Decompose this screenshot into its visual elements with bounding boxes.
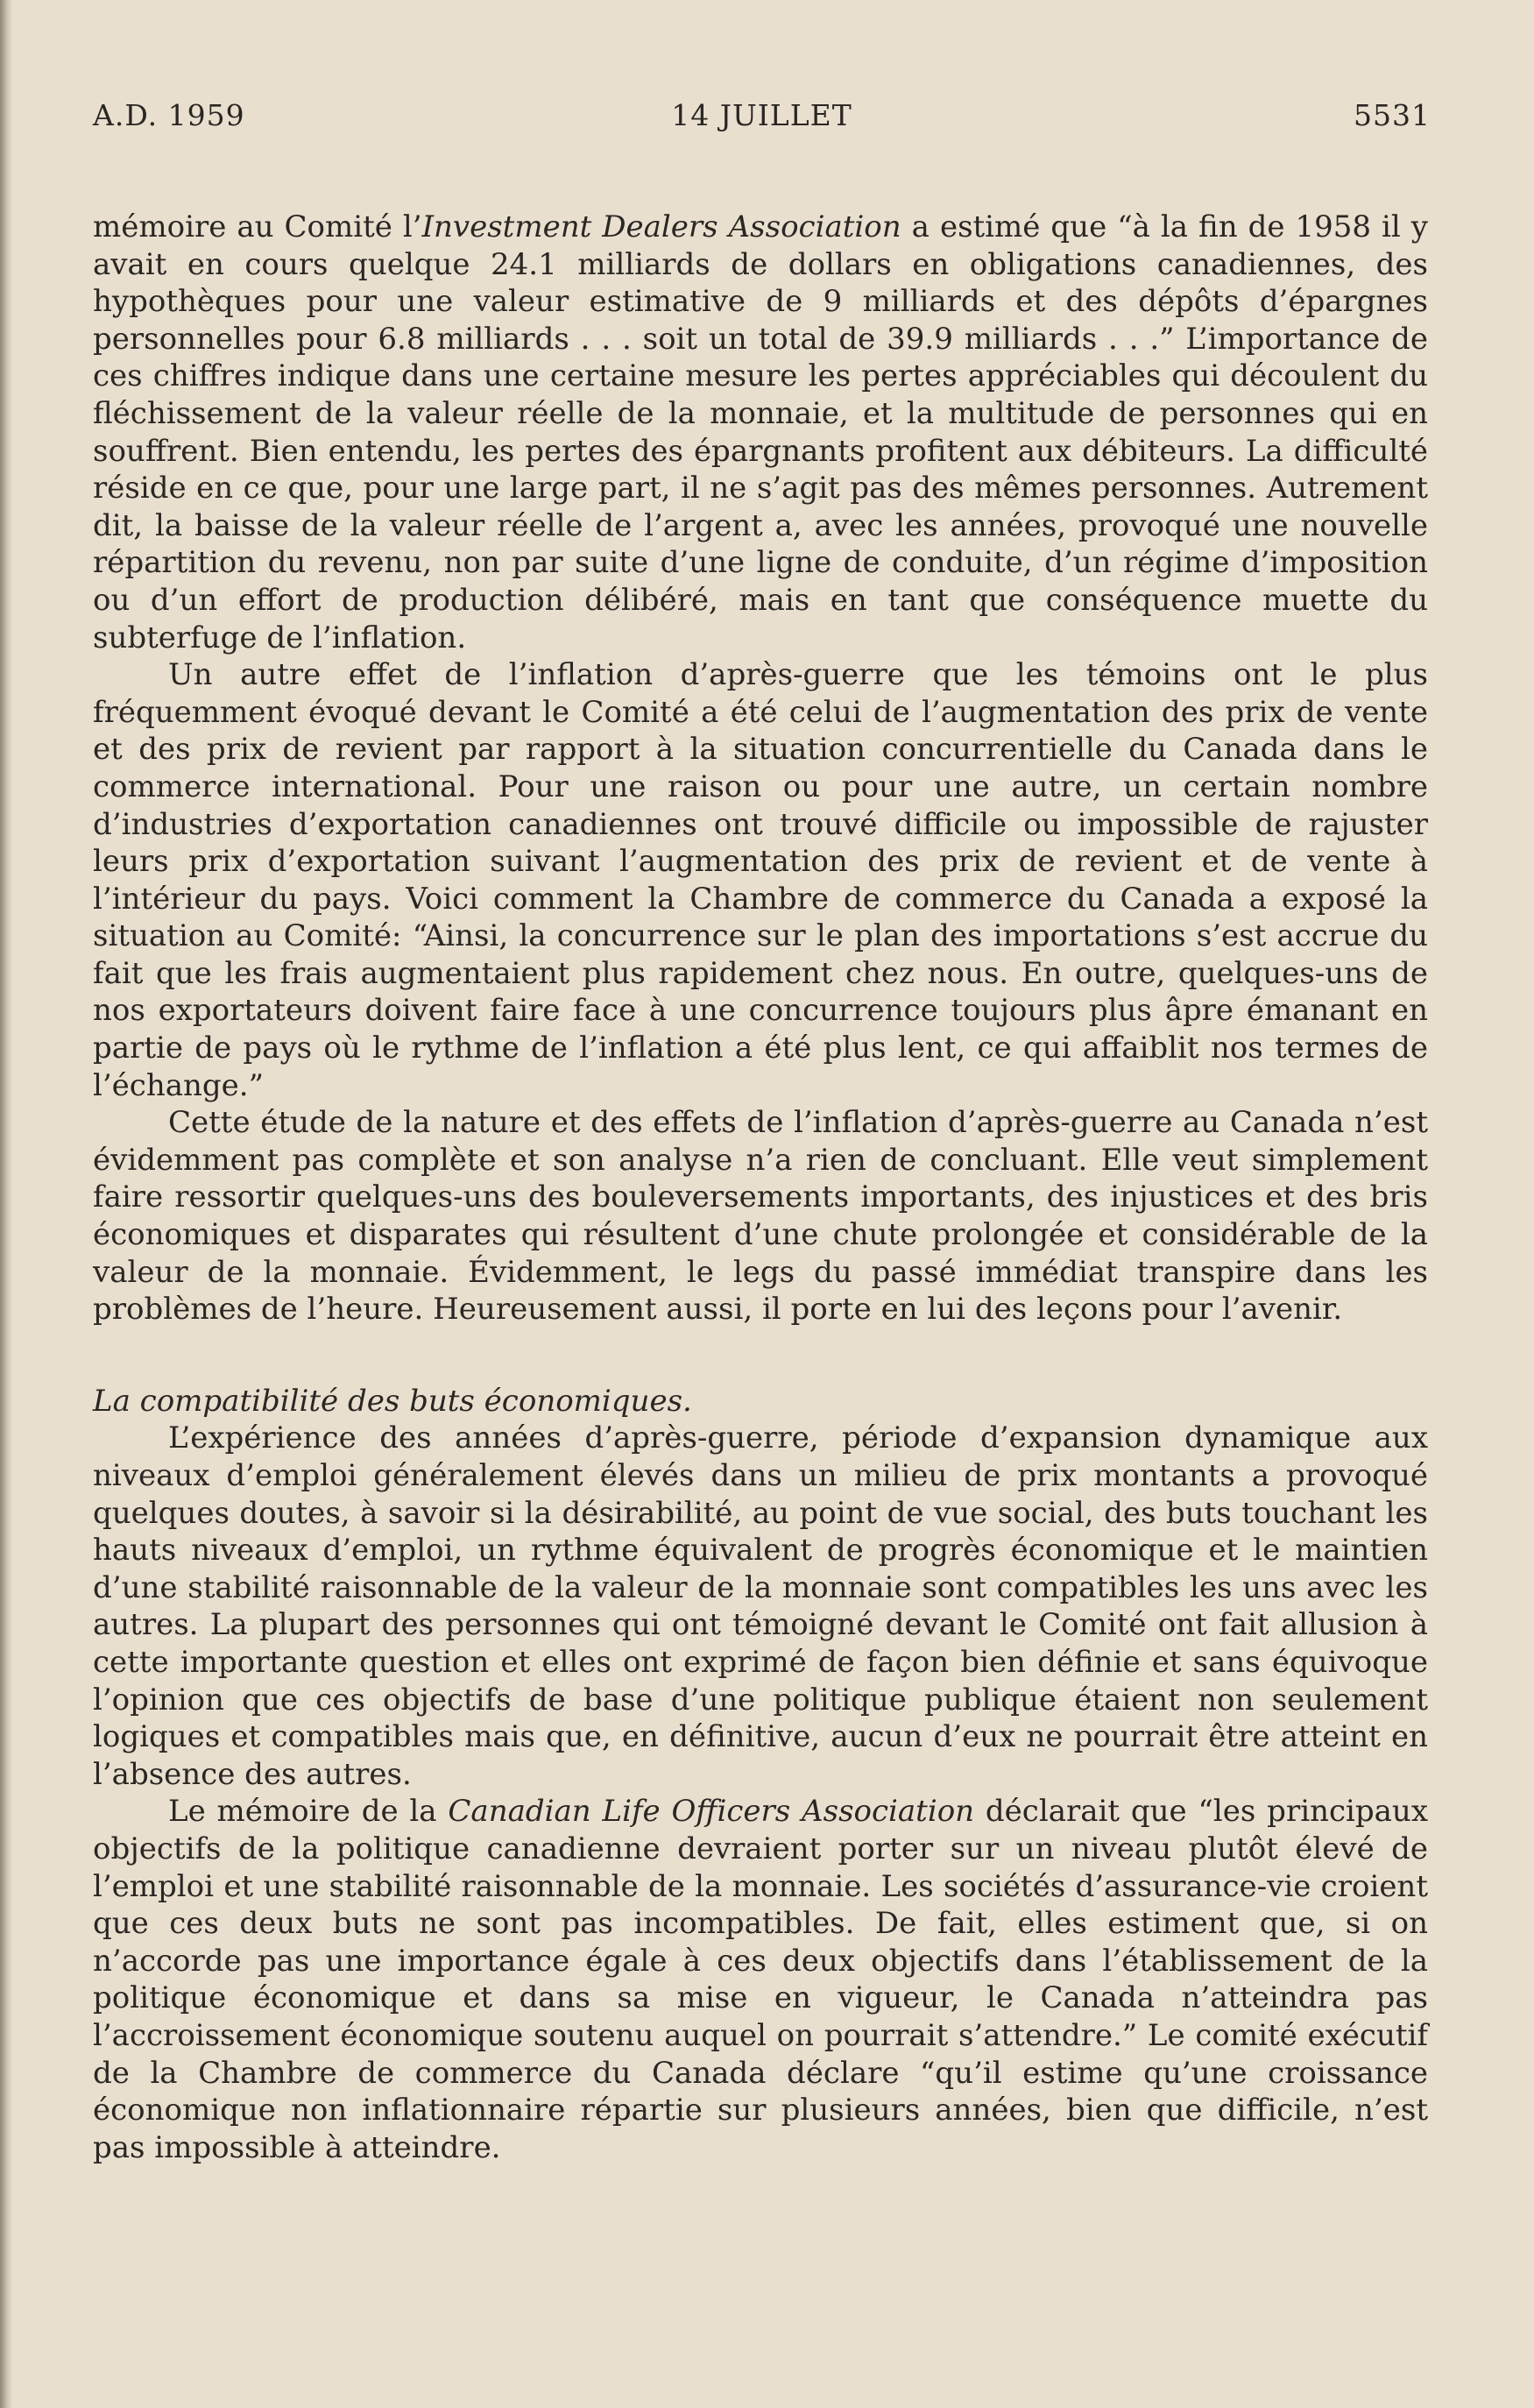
paragraph-3: Cette étude de la nature et des effets de l’inflation d’après-guerre au Canada n’est évidemment pas complète et son analyse n’a rien de concluant. Elle veut simplement faire ressortir quelques-uns des bouleversements importants, des injustices et des bris économiques et disparates qui résultent d’une chute prolongée et considérable de la valeur de la monnaie. Évidemment, le legs du passé immédiat transpire dans les problèmes de l’heure. Heureusement aussi, il porte en lui des leçons pour l’avenir. [93, 1105, 1428, 1328]
paragraph-1-rest: a estimé que “à la fin de 1958 il y avait en cours quelque 24.1 milliards de dollars en obligations canadiennes, des hypothèques pour une valeur estimative de 9 milliards et des dépôts d’épargnes personnelles pour 6.8 milliards . . . soit un total de 39.9 milliards . . .” L’importance de ces chiffres indique dans une certaine mesure les pertes appréciables qui découlent du fléchissement de la valeur réelle de la monnaie, et la multitude de personnes qui en souffrent. Bien entendu, les pertes des épargnants profitent aux débiteurs. La difficulté réside en ce que, pour une large part, il ne s’agit pas des mêmes personnes. Autrement dit, la baisse de la valeur réelle de l’argent a, avec les années, provoqué une nouvelle répartition du revenu, non par suite d’une ligne de conduite, d’un régime d’imposition ou d’un effort de production délibéré, mais en tant que conséquence muette du subterfuge de l’inflation. [93, 209, 1428, 655]
running-header [93, 98, 1431, 142]
paragraph-2: Un autre effet de l’inflation d’après-guerre que les témoins ont le plus fréquemment évoqué devant le Comité a été celui de l’augmentation des prix de vente et des prix de revient par rapport à la situation concurrentielle du Canada dans le commerce international. Pour une raison ou pour une autre, un certain nombre d’industries d’exportation canadiennes ont trouvé difficile ou impossible de rajuster leurs prix d’exportation suivant l’augmentation des prix de revient et de vente à l’intérieur du pays. Voici comment la Chambre de commerce du Canada a exposé la situation au Comité: “Ainsi, la concurrence sur le plan des importations s’est accrue du fait que les frais augmentaient plus rapidement chez nous. En outre, quelques-uns de nos exportateurs doivent faire face à une concurrence toujours plus âpre émanant en partie de pays où le rythme de l’inflation a été plus lent, ce qui affaiblit nos termes de l’échange.” [93, 657, 1428, 1103]
paragraph-1-italic: Investment Dealers Association [421, 209, 901, 244]
header-date: 14 JUILLET [671, 98, 852, 132]
paragraph-5-rest: déclarait que “les principaux objectifs de la politique canadienne devraient porter sur un niveau plutôt élevé de l’emploi et une stabilité raisonnable de la monnaie. Les sociétés d’assurance-vie croient que ces deux buts ne sont pas incompatibles. De fait, elles estiment que, si on n’accorde pas une importance égale à ces deux objectifs dans l’établissement de la politique économique et dans sa mise en vigueur, le Canada n’atteindra pas l’accroissement économique soutenu auquel on pourrait s’attendre.” Le comité exécutif de la Chambre de commerce du Canada déclare “qu’il estime qu’une croissance économique non inflationnaire répartie sur plusieurs années, bien que difficile, n’est pas impossible à atteindre. [93, 1794, 1428, 2165]
document-body [93, 209, 1428, 2166]
paragraph-1-start: mémoire au Comité l’ [93, 209, 422, 244]
page-edge-shadow [0, 0, 12, 2408]
section-heading: La compatibilité des buts économiques. [93, 1383, 692, 1419]
paragraph-1 [93, 209, 1428, 656]
page-number: 5531 [1354, 98, 1431, 132]
paragraph-5 [93, 1793, 1428, 2166]
paragraph-5-start: Le mémoire de la [168, 1794, 449, 1830]
paragraph-5-italic: Canadian Life Officers Association [448, 1794, 975, 1830]
paragraph-4: L’expérience des années d’après-guerre, période d’expansion dynamique aux niveaux d’emploi généralement élevés dans un milieu de prix montants a provoqué quelques doutes, à savoir si la désirabilité, au point de vue social, des buts touchant les hauts niveaux d’emploi, un rythme équivalent de progrès économique et le maintien d’une stabilité raisonnable de la valeur de la monnaie sont compatibles les uns avec les autres. La plupart des personnes qui ont témoigné devant le Comité ont fait allusion à cette importante question et elles ont exprimé de façon bien définie et sans équivoque l’opinion que ces objectifs de base d’une politique publique étaient non seulement logiques et compatibles mais que, en définitive, aucun d’eux ne pourrait être atteint en l’absence des autres. [93, 1420, 1428, 1792]
header-year: A.D. 1959 [93, 98, 245, 132]
